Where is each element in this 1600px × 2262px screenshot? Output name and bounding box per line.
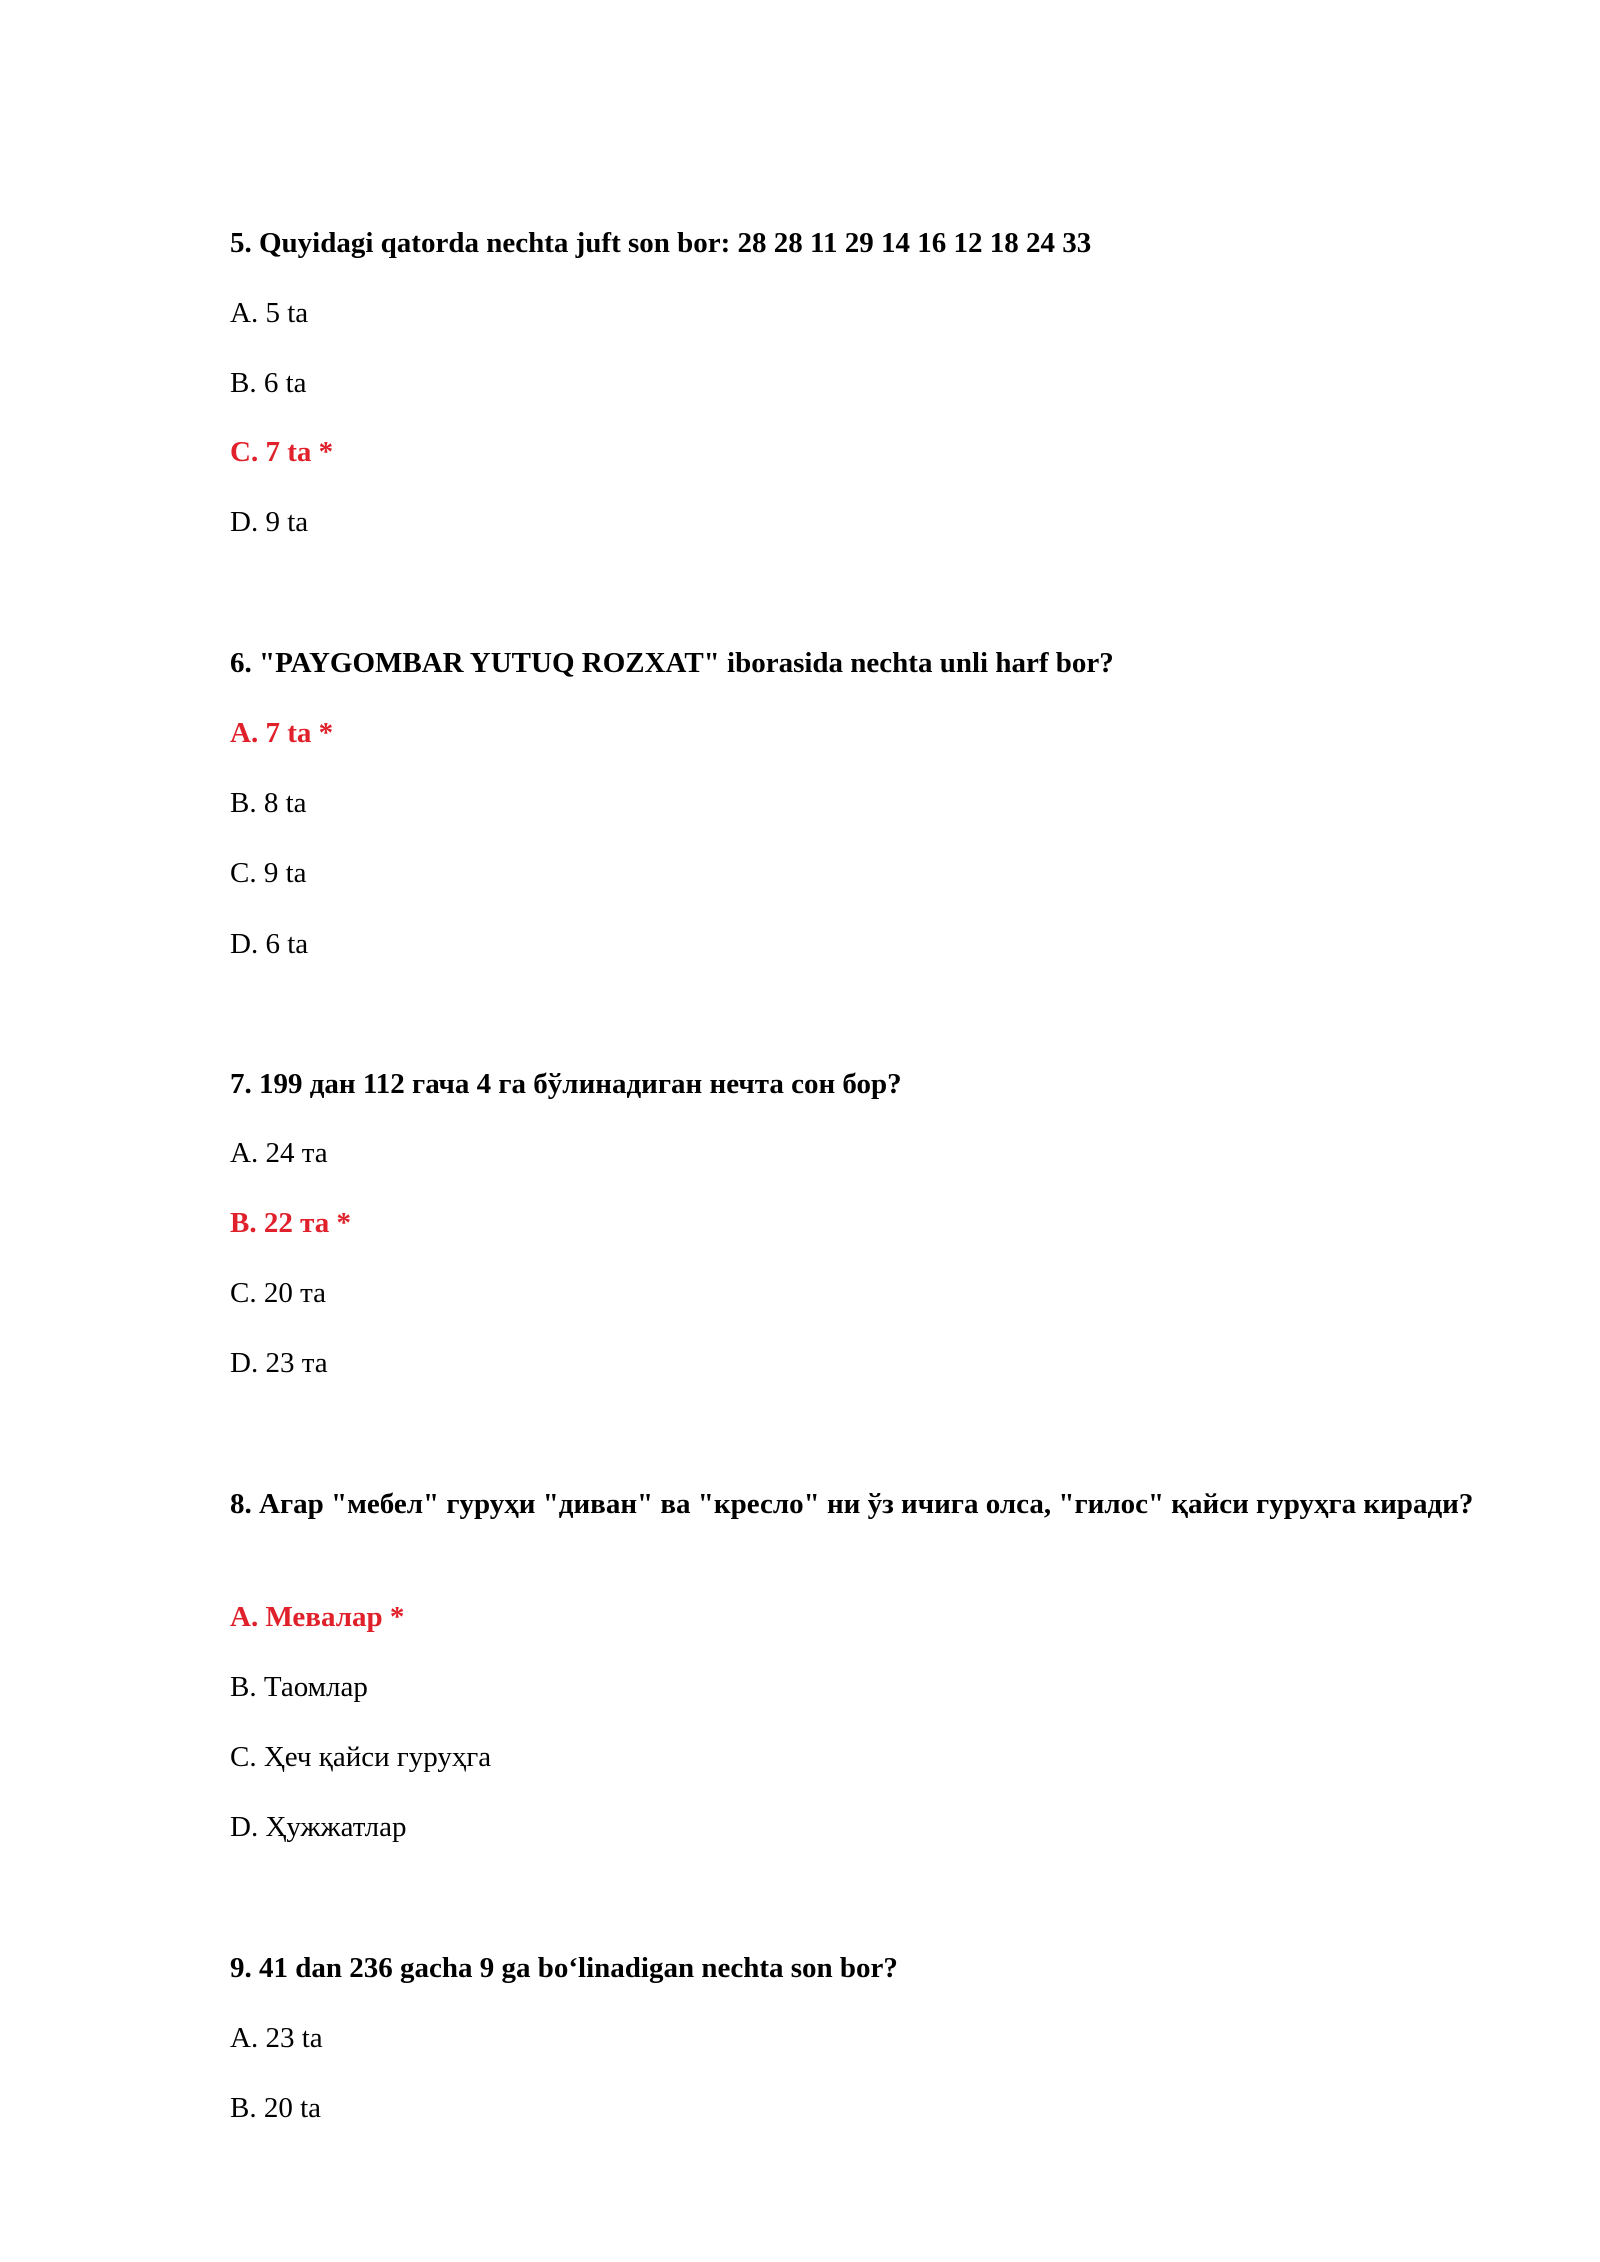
- question-8-option-d: D. Ҳужжатлар: [230, 1811, 407, 1843]
- question-7-option-a: A. 24 та: [230, 1137, 328, 1169]
- question-6-option-d: D. 6 ta: [230, 928, 309, 960]
- question-5-option-c: C. 7 ta *: [230, 436, 334, 468]
- question-8-option-c: C. Ҳеч қайси гуруҳга: [230, 1741, 492, 1773]
- question-9-option-a: A. 23 ta: [230, 2022, 323, 2054]
- question-5-option-b: B. 6 ta: [230, 367, 307, 399]
- question-5-option-d: D. 9 ta: [230, 506, 309, 538]
- question-7-option-b: B. 22 та *: [230, 1207, 351, 1239]
- question-6-option-a: A. 7 ta *: [230, 717, 334, 749]
- question-5-text: 5. Quyidagi qatorda nechta juft son bor: 28 28 11 29 14 16 12 18 24 33: [230, 227, 1092, 259]
- question-7-option-c: C. 20 та: [230, 1277, 326, 1309]
- question-7-text: 7. 199 дан 112 гача 4 га бўлинадиган нечта сон бор?: [230, 1068, 902, 1100]
- question-8-option-a: A. Мевалар *: [230, 1601, 405, 1633]
- question-9-text: 9. 41 dan 236 gacha 9 ga bo‘linadigan nechta son bor?: [230, 1952, 898, 1984]
- question-6-option-c: C. 9 ta: [230, 857, 307, 889]
- question-5-option-a: A. 5 ta: [230, 297, 309, 329]
- question-7-option-d: D. 23 та: [230, 1347, 328, 1379]
- question-6-text: 6. "PAYGOMBAR YUTUQ ROZXAT" iborasida nechta unli harf bor?: [230, 647, 1114, 679]
- question-8-option-b: B. Таомлар: [230, 1671, 368, 1703]
- question-8-text: 8. Агар "мебел" гуруҳи "диван" ва "кресло" ни ўз ичига олса, "гилос" қайси гуруҳга киради?: [230, 1488, 1474, 1520]
- question-9-option-b: B. 20 ta: [230, 2092, 322, 2124]
- question-6-option-b: B. 8 ta: [230, 787, 307, 819]
